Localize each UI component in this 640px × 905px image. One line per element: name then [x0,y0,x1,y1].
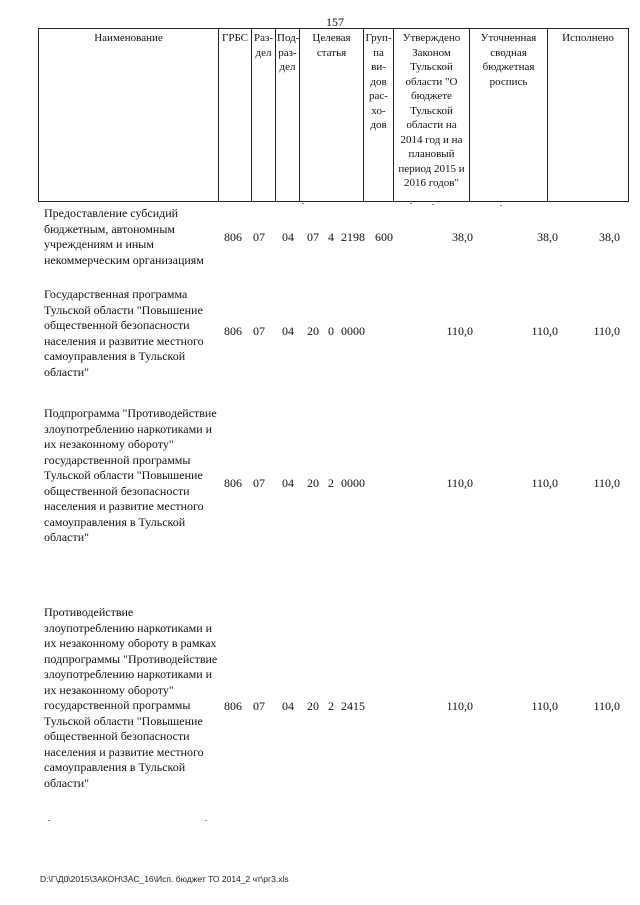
row-razdel: 07 [253,324,265,338]
header-podrazdel: Под-раз-дел [276,29,300,202]
row-ispolneno: 110,0 [593,699,620,713]
row-utochnennaya: 110,0 [531,699,558,713]
table-header [38,28,629,202]
header-utverzhdeno: Утверждено Законом Тульской области "О бюджете Тульской области на 2014 год и на плановый период 2015 и 2016 годов" [394,29,470,202]
row-cs-subprogram: 2 [328,476,334,490]
row-name: Предоставление субсидий бюджетным, автономным учреждениям и иным некоммерческим организациям [44,206,204,267]
row-ispolneno: 38,0 [599,230,620,244]
row-utochnennaya: 110,0 [531,476,558,490]
row-utverzhdeno: 110,0 [446,476,473,490]
row-podrazdel: 04 [282,324,294,338]
row-grbs: 806 [224,699,242,713]
row-utochnennaya: 110,0 [531,324,558,338]
row-grbs: 806 [224,230,242,244]
row-utochnennaya: 38,0 [537,230,558,244]
row-utverzhdeno: 110,0 [446,324,473,338]
header-razdel: Раз-дел [252,29,276,202]
header-grbs: ГРБС [219,29,252,202]
row-grbs: 806 [224,476,242,490]
file-path-footer: D:\Г\Д0\2015\ЗАКОН\ЗАС_16\Исп. бюджет ТО 2014_2 чт\рг3.xls [40,874,289,884]
row-cs-direction: 0000 [341,476,365,490]
row-cs-program: 07 [307,230,319,244]
row-vid-rashodov: 600 [375,230,393,244]
row-cs-program: 20 [307,476,319,490]
header-name: Наименование [39,29,219,202]
row-name: Подпрограмма "Противодействие злоупотреблению наркотиками и их незаконному обороту" государственной программы Тульской области "Повышение общественной безопасности населения и развитие местного самоуправления в Тульской области" [44,406,217,544]
row-ispolneno: 110,0 [593,324,620,338]
row-razdel: 07 [253,476,265,490]
row-cs-program: 20 [307,324,319,338]
row-podrazdel: 04 [282,230,294,244]
row-utverzhdeno: 110,0 [446,699,473,713]
header-celevaya-statya: Целевая статья [300,29,364,202]
page-number: 157 [326,15,344,29]
row-cs-direction: 2415 [341,699,365,713]
row-cs-subprogram: 4 [328,230,334,244]
row-name: Государственная программа Тульской области "Повышение общественной безопасности населения и развитие местного самоуправления в Тульской области" [44,287,204,379]
header-vid-rashodov: Груп-па ви-дов рас-хо-дов [364,29,394,202]
row-utverzhdeno: 38,0 [452,230,473,244]
row-cs-program: 20 [307,699,319,713]
row-name: Противодействие злоупотреблению наркотиками и их незаконному обороту в рамках подпрограммы "Противодействие злоупотреблению наркотиками и их незаконному обороту" государственной программы Тульской области "Повышение общественной безопасности населения и развитие местного самоуправления в Тульской области" [44,605,218,790]
row-podrazdel: 04 [282,699,294,713]
row-cs-direction: 0000 [341,324,365,338]
row-ispolneno: 110,0 [593,476,620,490]
row-cs-subprogram: 2 [328,699,334,713]
row-cs-direction: 2198 [341,230,365,244]
header-utochnennaya: Уточненная сводная бюджетная роспись [470,29,548,202]
row-podrazdel: 04 [282,476,294,490]
row-razdel: 07 [253,699,265,713]
row-grbs: 806 [224,324,242,338]
header-ispolneno: Исполнено [548,29,629,202]
row-razdel: 07 [253,230,265,244]
row-cs-subprogram: 0 [328,324,334,338]
